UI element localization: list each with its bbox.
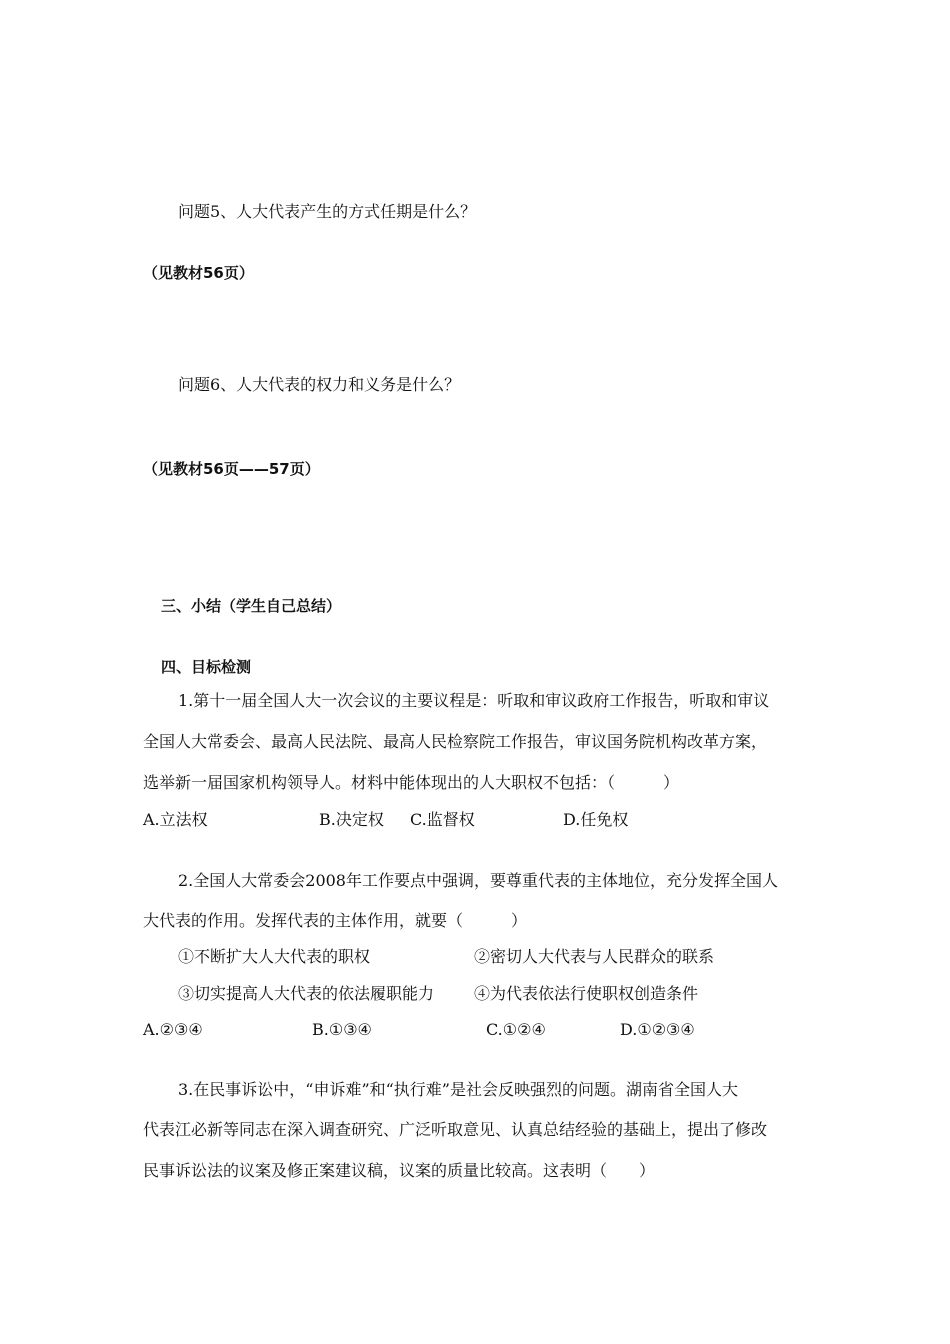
item-2-option-d: D.①②③④ xyxy=(620,1020,695,1039)
question-6: 问题6、人大代表的权力和义务是什么？ xyxy=(178,375,461,394)
item-1-option-d: D.任免权 xyxy=(563,810,629,829)
item-3-line-2: 代表江必新等同志在深入调查研究、广泛听取意见、认真总结经验的基础上，提出了修改 xyxy=(143,1120,768,1139)
question-6-reference: （见教材56页——57页） xyxy=(143,460,320,478)
item-1-line-2: 全国人大常委会、最高人民法院、最高人民检察院工作报告，审议国务院机构改革方案， xyxy=(143,732,768,751)
question-5-reference: （见教材56页） xyxy=(143,264,254,282)
item-2-line-1: 2.全国人大常委会2008年工作要点中强调，要尊重代表的主体地位，充分发挥全国人 xyxy=(178,871,778,890)
item-2-statement-2: ②密切人大代表与人民群众的联系 xyxy=(474,947,715,966)
item-2-statement-1: ①不断扩大人大代表的职权 xyxy=(178,947,371,966)
item-2-line-2: 大代表的作用。发挥代表的主体作用，就要（ ） xyxy=(143,911,528,930)
item-2-option-b: B.①③④ xyxy=(312,1020,372,1039)
item-1-option-a: A.立法权 xyxy=(143,810,208,829)
item-2-option-c: C.①②④ xyxy=(486,1020,546,1039)
section-target-test-title: 四、目标检测 xyxy=(161,658,252,676)
item-2-statement-4: ④为代表依法行使职权创造条件 xyxy=(474,984,699,1003)
item-3-line-3: 民事诉讼法的议案及修正案建议稿，议案的质量比较高。这表明（ ） xyxy=(143,1161,656,1180)
item-2-option-a: A.②③④ xyxy=(143,1020,203,1039)
section-summary-title: 三、小结（学生自己总结） xyxy=(161,597,342,615)
item-1-line-3: 选举新一届国家机构领导人。材料中能体现出的人大职权不包括：（ ） xyxy=(143,773,680,792)
item-1-option-c: C.监督权 xyxy=(410,810,475,829)
question-5: 问题5、人大代表产生的方式任期是什么？ xyxy=(178,202,477,221)
item-1-line-1: 1.第十一届全国人大一次会议的主要议程是：听取和审议政府工作报告，听取和审议 xyxy=(178,691,770,710)
item-2-statement-3: ③切实提高人大代表的依法履职能力 xyxy=(178,984,435,1003)
item-1-option-b: B.决定权 xyxy=(319,810,384,829)
item-3-line-1: 3.在民事诉讼中，“申诉难”和“执行难”是社会反映强烈的问题。湖南省全国人大 xyxy=(178,1080,738,1099)
